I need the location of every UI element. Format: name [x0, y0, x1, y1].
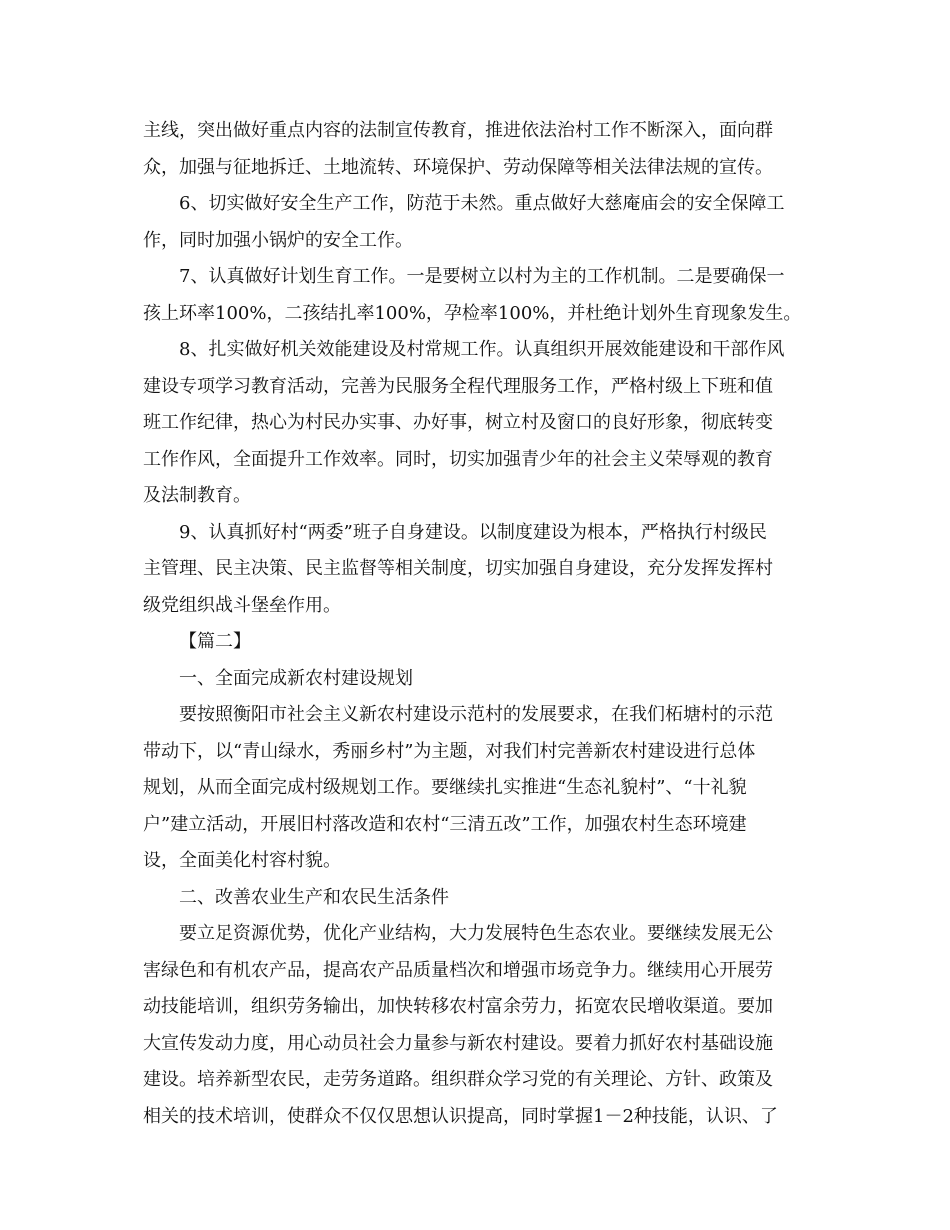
- text-line: 规划，从而全面完成村级规划工作。要继续扎实推进“生态礼貌村”、“十礼貌: [143, 777, 747, 798]
- text-line: 设，全面美化村容村貌。: [143, 850, 341, 871]
- text-line: 【篇二】: [179, 631, 251, 652]
- text-line: 工作作风，全面提升工作效率。同时，切实加强青少年的社会主义荣辱观的教育: [143, 448, 773, 470]
- text-line: 建设。培养新型农民，走劳务道路。组织群众学习党的有关理论、方针、政策及: [143, 1069, 773, 1090]
- text-line: 一、全面完成新农村建设规划: [179, 667, 413, 689]
- text-line: 大宣传发动力度，用心动员社会力量参与新农村建设。要着力抓好农村基础设施: [143, 1032, 773, 1054]
- text-line: 主管理、民主决策、民主监督等相关制度，切实加强自身建设，充分发挥发挥村: [143, 558, 773, 579]
- text-line: 二、改善农业生产和农民生活条件: [179, 886, 449, 908]
- text-line: 班工作纪律，热心为村民办实事、办好事，树立村及窗口的良好形象，彻底转变: [143, 412, 773, 433]
- text-line: 户”建立活动，开展旧村落改造和农村“三清五改”工作，加强农村生态环境建: [143, 813, 747, 835]
- text-line: 孩上环率100%，二孩结扎率100%，孕检率100%，并杜绝计划外生育现象发生。: [143, 302, 802, 324]
- text-line: 要立足资源优势，优化产业结构，大力发展特色生态农业。要继续发展无公: [179, 923, 773, 944]
- text-line: 带动下，以“青山绿水，秀丽乡村”为主题，对我们村完善新农村建设进行总体: [143, 740, 756, 762]
- text-line: 6、切实做好安全生产工作，防范于未然。重点做好大慈庵庙会的安全保障工: [179, 193, 785, 214]
- text-line: 相关的技术培训，使群众不仅仅思想认识提高，同时掌握1－2种技能，认识、了: [143, 1105, 778, 1127]
- text-line: 8、扎实做好机关效能建设及村常规工作。认真组织开展效能建设和干部作风: [179, 339, 785, 360]
- text-line: 9、认真抓好村“两委”班子自身建设。以制度建设为根本，严格执行村级民: [179, 521, 767, 543]
- text-line: 害绿色和有机农产品，提高农产品质量档次和增强市场竞争力。继续用心开展劳: [143, 959, 773, 981]
- text-line: 要按照衡阳市社会主义新农村建设示范村的发展要求，在我们柘塘村的示范: [179, 704, 773, 725]
- text-line: 作，同时加强小锅炉的安全工作。: [143, 229, 413, 251]
- text-line: 众，加强与征地拆迁、土地流转、环境保护、劳动保障等相关法律法规的宣传。: [143, 156, 773, 178]
- document-body: [143, 113, 805, 1135]
- text-line: 7、认真做好计划生育工作。一是要树立以村为主的工作机制。二是要确保一: [179, 266, 785, 287]
- text-line: 建设专项学习教育活动，完善为民服务全程代理服务工作，严格村级上下班和值: [143, 375, 773, 397]
- text-line: 动技能培训，组织劳务输出，加快转移农村富余劳力，拓宽农民增收渠道。要加: [143, 996, 773, 1017]
- text-line: 主线，突出做好重点内容的法制宣传教育，推进依法治村工作不断深入，面向群: [143, 120, 773, 141]
- text-line: 及法制教育。: [143, 485, 251, 506]
- text-line: 级党组织战斗堡垒作用。: [143, 594, 341, 616]
